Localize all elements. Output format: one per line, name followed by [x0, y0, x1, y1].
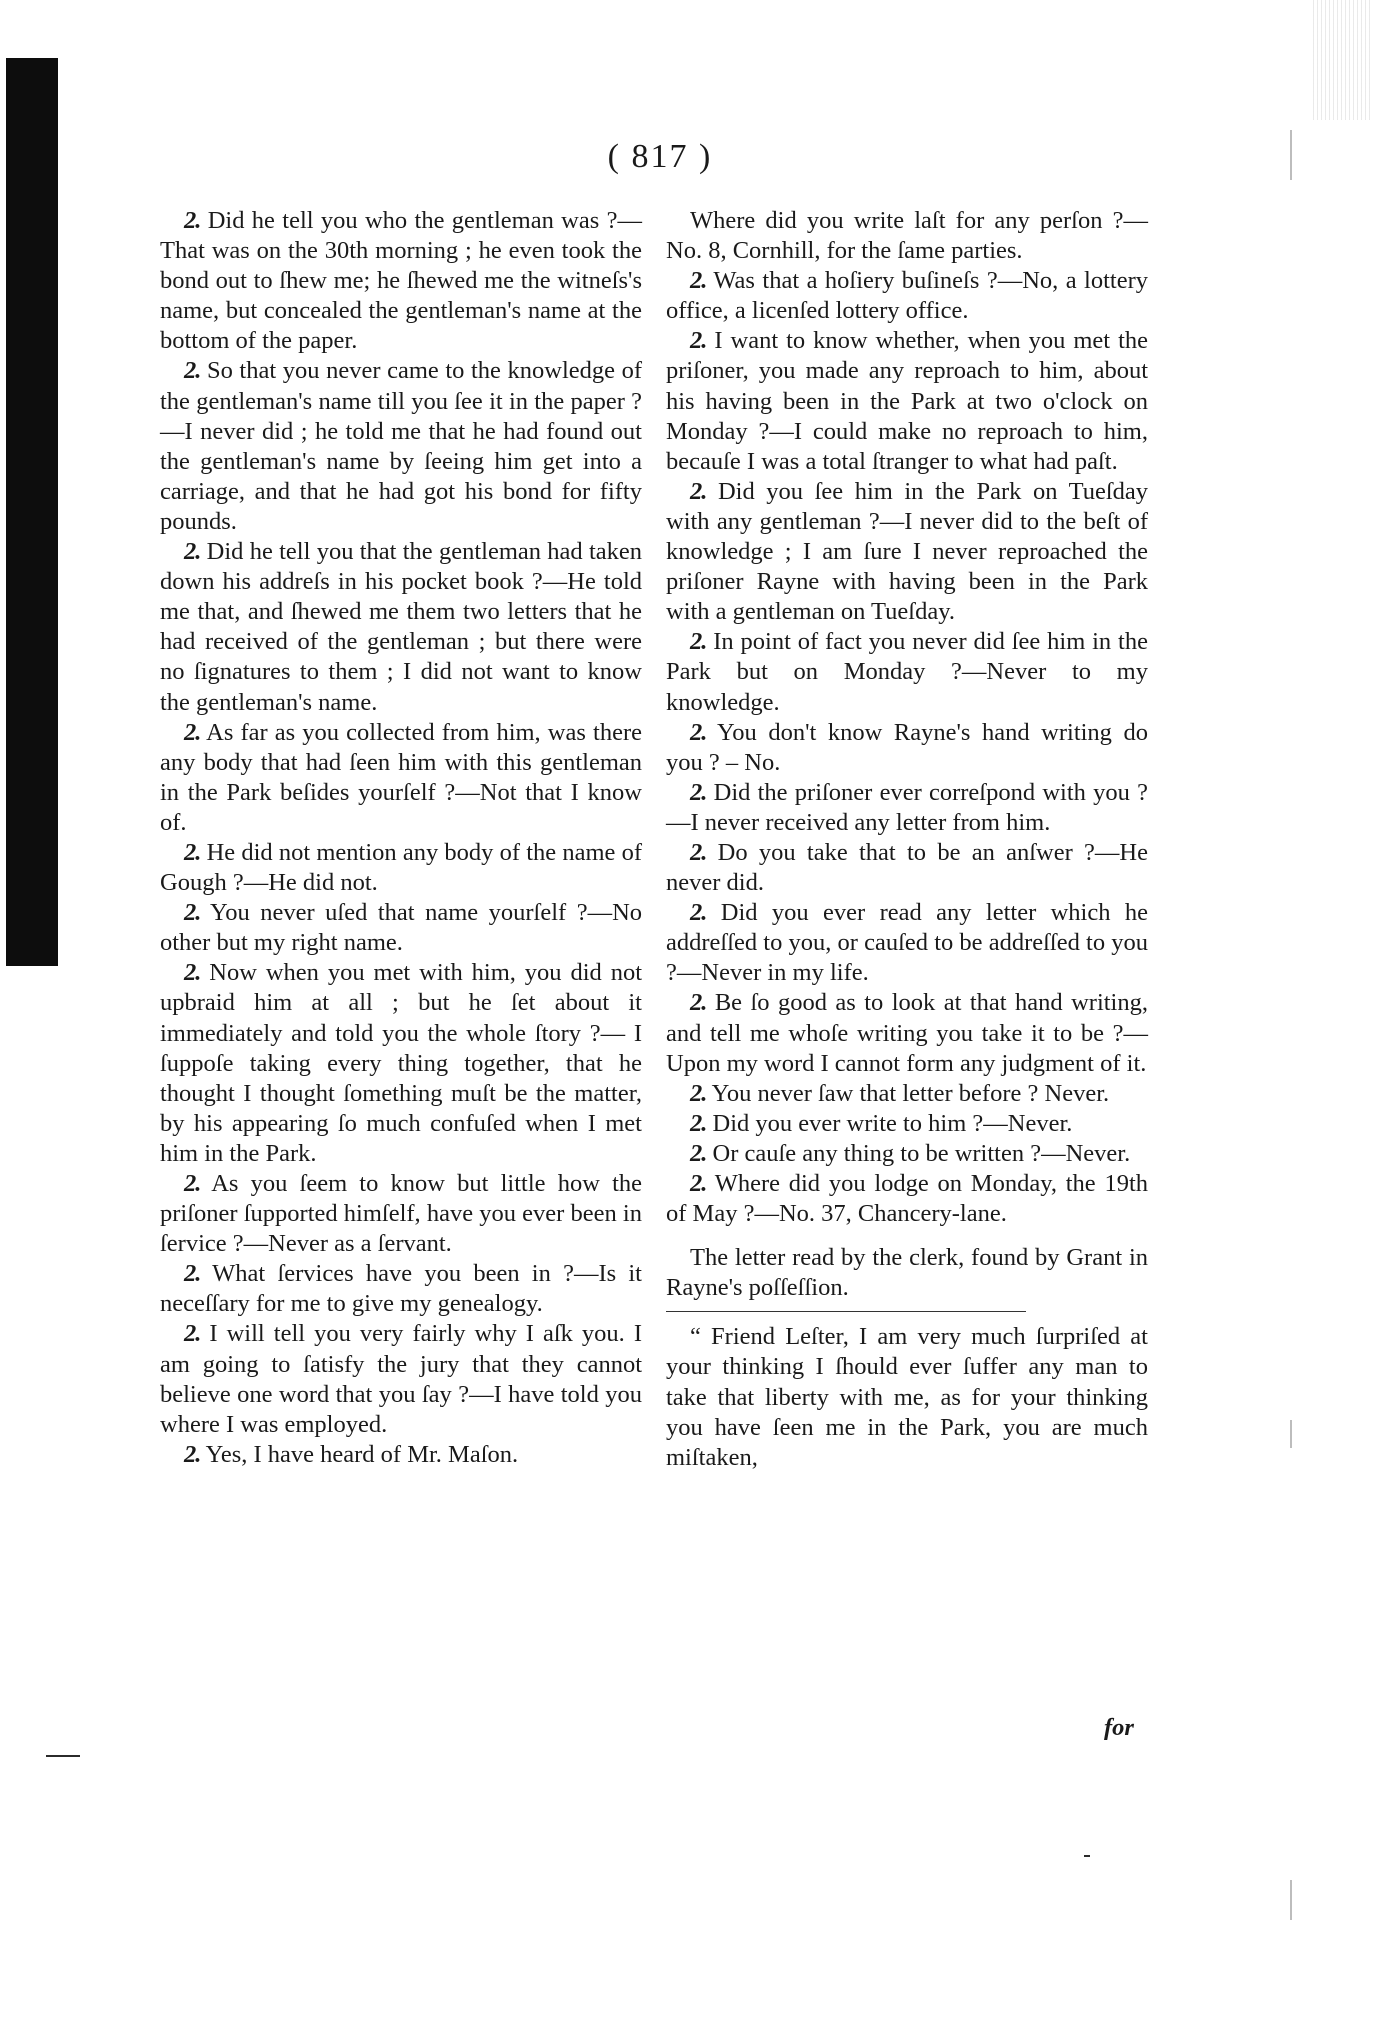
left-paragraph-text: So that you never came to the knowledge of the gentleman's name till you ſee it in the paper ?—I never did ; he told me that he had found out the gentleman's name by ſeeing him get into a carriage, and that he had got his bond for fifty pounds. [160, 357, 642, 535]
left-paragraph [160, 1440, 642, 1470]
question-mark-glyph: 2. [690, 899, 707, 927]
left-paragraph-text: Did he tell you who the gentleman was ?—That was on the 30th morning ; he even took the bond out to ſhew me; he ſhewed me the witneſs's name, but concealed the gentleman's name at the bottom of the paper. [160, 207, 642, 355]
right-paragraph-text: Did you ever read any letter which he addreſſed to you, or cauſed to be addreſſed to you ?—Never in my life. [666, 899, 1149, 987]
left-paragraph-text: He did not mention any body of the name of Gough ?—He did not. [160, 838, 643, 897]
right-paragraph [666, 1079, 1148, 1109]
scan-edge-mark [1290, 1420, 1292, 1448]
right-paragraph-text: Did you ſee him in the Park on Tueſday with any gentleman ?—I never did to the beſt of knowledge ; I am ſure I never reproached the priſoner Rayne with having been in the Park with a gentleman on Tueſday. [666, 477, 1148, 626]
right-paragraph [666, 1139, 1148, 1169]
scan-edge-mark [1290, 1880, 1292, 1920]
question-mark-glyph: 2. [184, 538, 201, 566]
right-paragraph-text: Be ſo good as to look at that hand writing, and tell me whoſe writing you take it to be ?—Upon my word I cannot form any judgment of it. [666, 989, 1148, 1077]
section-rule [666, 1311, 1026, 1312]
right-paragraph [666, 718, 1148, 778]
question-mark-glyph: 2. [690, 327, 707, 355]
question-mark-glyph: 2. [690, 838, 707, 866]
catchword: for [1104, 1714, 1134, 1741]
question-mark-glyph: 2. [184, 1320, 201, 1348]
question-mark-glyph: 2. [184, 207, 201, 234]
left-paragraph [160, 1319, 642, 1439]
right-paragraph-text: Do you take that to be an anſwer ?—He never did. [666, 838, 1148, 897]
left-paragraph-text: I will tell you very fairly why I aſk you. I am going to ſatisfy the jury that they cannot believe one word that you ſay ?—I have told you where I was employed. [160, 1320, 642, 1438]
question-mark-glyph: 2. [184, 718, 201, 746]
right-paragraph-text: Where did you write laſt for any perſon ?—No. 8, Cornhill, for the ſame parties. [666, 207, 1148, 265]
scan-edge-noise [1310, 0, 1372, 120]
right-paragraph [666, 326, 1148, 476]
left-paragraph [160, 718, 642, 838]
question-mark-glyph: 2. [184, 959, 201, 987]
question-mark-glyph: 2. [184, 899, 201, 927]
question-mark-glyph: 2. [184, 1170, 201, 1197]
right-paragraph-text: You never ſaw that letter before ? Never. [711, 1079, 1110, 1107]
right-paragraph [666, 477, 1148, 627]
left-paragraph [160, 898, 642, 958]
left-paragraph-text: Yes, I have heard of Mr. Maſon. [205, 1440, 519, 1468]
question-mark-glyph: 2. [690, 778, 707, 806]
scan-edge-mark [1290, 130, 1292, 180]
right-paragraph [666, 988, 1148, 1078]
right-paragraph [666, 1169, 1148, 1229]
question-mark-glyph: 2. [184, 838, 201, 866]
question-mark-glyph: 2. [690, 267, 707, 295]
question-mark-glyph: 2. [184, 1440, 201, 1468]
question-mark-glyph: 2. [690, 628, 707, 656]
left-paragraph-text: What ſervices have you been in ?—Is it neceſſary for me to give my genealogy. [160, 1260, 642, 1318]
right-paragraph [666, 627, 1148, 717]
margin-mark [46, 1755, 80, 1757]
right-paragraph [666, 898, 1148, 988]
right-paragraph-text: Where did you lodge on Monday, the 19th of May ?—No. 37, Chancery-lane. [666, 1170, 1148, 1228]
question-mark-glyph: 2. [690, 1139, 707, 1167]
left-text-column [160, 206, 642, 1470]
right-paragraph [666, 266, 1148, 326]
question-mark-glyph: 2. [690, 1109, 707, 1137]
right-paragraph [666, 206, 1148, 266]
right-paragraph-text: Was that a hoſiery buſineſs ?—No, a lottery office, a licenſed lottery office. [666, 267, 1148, 325]
letter-intro: The letter read by the clerk, found by Grant in Rayne's poſſeſſion. [666, 1244, 1148, 1302]
left-paragraph [160, 1259, 642, 1319]
letter-text: “ Friend Leſter, I am very much ſurpriſed at your thinking I ſhould ever ſuffer any man to take that liberty with me, as for your thinking you have ſeen me in the Park, you are much miſtaken, [666, 1323, 1148, 1471]
right-paragraph-text: You don't know Rayne's hand writing do you ? – No. [666, 718, 1148, 776]
scan-edge-shadow [6, 58, 58, 966]
right-paragraph [666, 778, 1148, 838]
right-paragraph-text: In point of fact you never did ſee him in the Park but on Monday ?—Never to my knowledge. [666, 628, 1148, 716]
left-paragraph-text: As you ſeem to know but little how the priſoner ſupported himſelf, have you ever been in ſervice ?—Never as a ſervant. [160, 1170, 642, 1258]
question-mark-glyph: 2. [690, 1170, 707, 1197]
left-paragraph-text: As far as you collected from him, was there any body that had ſeen him with this gentleman in the Park beſides yourſelf ?—Not that I know of. [160, 718, 642, 836]
question-mark-glyph: 2. [184, 357, 201, 385]
question-mark-glyph: 2. [690, 718, 707, 746]
left-paragraph [160, 356, 642, 537]
right-text-column [666, 206, 1148, 1473]
question-mark-glyph: 2. [690, 989, 707, 1017]
left-paragraph [160, 537, 642, 718]
right-paragraph-text: I want to know whether, when you met the priſoner, you made any reproach to him, about his having been in the Park at two o'clock on Monday ?—I could make no reproach to him, becauſe I was a total ſtranger to what had paſt. [666, 327, 1148, 475]
right-paragraph-text: Or cauſe any thing to be written ?—Never. [712, 1139, 1131, 1167]
right-paragraph [666, 1109, 1148, 1139]
left-paragraph [160, 958, 642, 1169]
left-paragraph-text: You never uſed that name yourſelf ?—No other but my right name. [160, 899, 643, 957]
left-paragraph [160, 1169, 642, 1259]
left-paragraph-text: Now when you met with him, you did not upbraid him at all ; but he ſet about it immediately and told you the whole ſtory ?— I ſuppoſe taking every thing together, that he thought I thought ſomething muſt be the matter, by his appearing ſo much confuſed when I met him in the Park. [160, 959, 642, 1167]
question-mark-glyph: 2. [184, 1260, 201, 1288]
right-qa-block [666, 206, 1148, 1229]
left-paragraph [160, 838, 642, 898]
right-paragraph [666, 838, 1148, 898]
right-paragraph-text: Did you ever write to him ?—Never. [712, 1109, 1073, 1137]
left-paragraph-text: Did he tell you that the gentleman had taken down his addreſs in his pocket book ?—He told me that, and ſhewed me them two letters that he had received of the gentleman ; but there were no ſignatures to them ; I did not want to know the gentleman's name. [160, 538, 643, 716]
question-mark-glyph: 2. [690, 1079, 707, 1107]
right-paragraph-text: Did the priſoner ever correſpond with you ?—I never received any letter from him. [666, 778, 1149, 836]
page-number: ( 817 ) [607, 138, 713, 175]
margin-mark [1084, 1855, 1090, 1857]
left-paragraph [160, 206, 642, 356]
question-mark-glyph: 2. [690, 477, 707, 505]
